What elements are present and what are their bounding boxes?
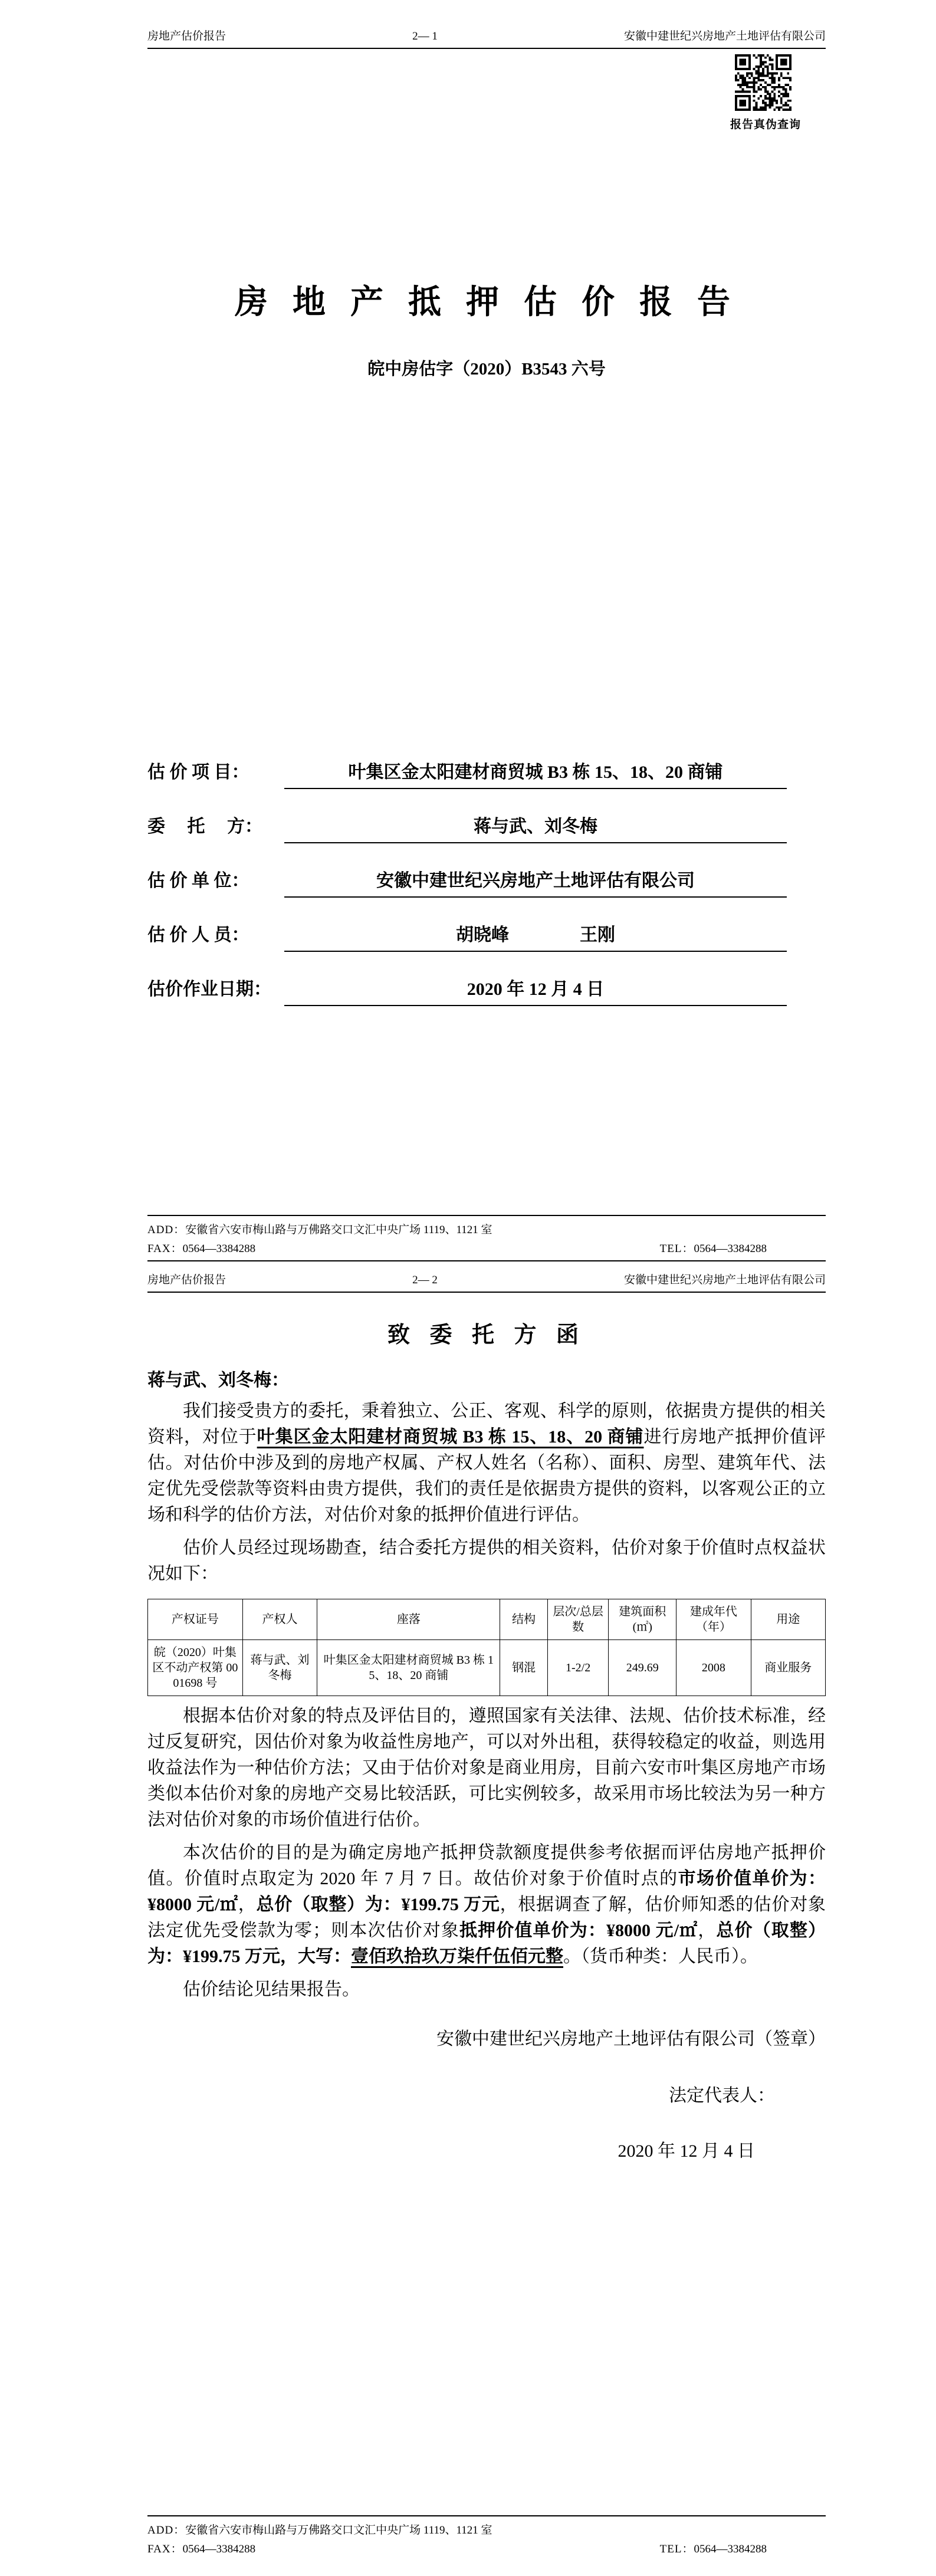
- p4-text: 本次估价的目的是为确定房地产抵押贷款额度提供参考依据而评估房地产抵押价值。价值时点取定为 2020 年 7 月 7 日。故估价对象于价值时点的: [147, 1843, 826, 1888]
- p4-text: ，根据调查了解，估价师知悉的估价对象法定优先受偿款为零；则本次估价对象: [147, 1895, 826, 1940]
- letter-paragraph-2: 估价人员经过现场勘查，结合委托方提供的相关资料，估价对象于价值时点权益状况如下：: [147, 1538, 826, 1583]
- p4-mortgage-unit-price: 抵押价值单价为：¥8000 元/㎡: [459, 1921, 698, 1940]
- cell-certificate-no: 皖（2020）叶集区不动产权第 0001698 号: [148, 1640, 243, 1696]
- footer-fax-value: 0564—3384288: [182, 1243, 256, 1255]
- page-1-cover: [0, 0, 936, 1265]
- letter-paragraph-3: 根据本估价对象的特点及评估目的，遵照国家有关法律、法规、估价技术标准，经过反复研究，因估价对象为收益性房地产，可以对外出租，获得较稳定的收益，则选用收益法作为一种估价方法；又由于估价对象是商业用房，目前六安市叶集区房地产市场类似本估价对象的房地产交易比较活跃，可比实例较多，故采用市场比较法为另一种方法对估价对象的市场价值进行估价。: [147, 1706, 826, 1829]
- cell-floor: 1-2/2: [547, 1640, 608, 1696]
- field-appraisers: [147, 920, 826, 952]
- cell-owner: 蒋与武、刘冬梅: [242, 1640, 317, 1696]
- col-header-certificate-no: 产权证号: [148, 1599, 243, 1640]
- footer-tel-value: 0564—3384288: [694, 2543, 767, 2555]
- page-header: [147, 0, 826, 49]
- p4-amount-in-words: 壹佰玖拾玖万柒仟伍佰元整: [351, 1947, 563, 1966]
- col-header-use: 用途: [751, 1599, 825, 1640]
- p4-text: ，: [698, 1921, 717, 1940]
- field-agency: [147, 866, 826, 898]
- signature-company: 安徽中建世纪兴房地产土地评估有限公司（签章）: [436, 2029, 826, 2049]
- footer-fax-label: FAX：: [147, 2543, 183, 2555]
- col-header-area: 建筑面积(㎡): [609, 1599, 676, 1640]
- footer-tel-value: 0564—3384288: [694, 1243, 767, 1255]
- col-header-owner: 产权人: [242, 1599, 317, 1640]
- col-header-structure: 结构: [500, 1599, 547, 1640]
- header-company-name: 安徽中建世纪兴房地产土地评估有限公司: [623, 30, 826, 42]
- field-value: 叶集区金太阳建材商贸城 B3 栋 15、18、20 商铺: [284, 757, 787, 789]
- footer-tel-label: TEL：: [659, 1243, 694, 1255]
- header-company-name: 安徽中建世纪兴房地产土地评估有限公司: [623, 1274, 826, 1286]
- footer-contact-line: [147, 2540, 826, 2556]
- footer-fax: [147, 2540, 255, 2556]
- letter-salutation: 蒋与武、刘冬梅：: [147, 1371, 289, 1390]
- field-label: 估价作业日期：: [147, 980, 271, 999]
- page-header: [147, 1265, 826, 1293]
- qr-code: [735, 54, 792, 111]
- field-project: [147, 757, 826, 789]
- footer-tel: [660, 1240, 767, 1256]
- document-number: 皖中房估字（2020）B3543 六号: [367, 360, 606, 379]
- cell-location: 叶集区金太阳建材商贸城 B3 栋 15、18、20 商铺: [317, 1640, 500, 1696]
- field-label: 估 价 单 位：: [147, 871, 249, 891]
- footer-fax-label: FAX：: [147, 1243, 183, 1255]
- footer-add-value: 安徽省六安市梅山路与万佛路交口文汇中央广场 1119、1121 室: [185, 2524, 492, 2536]
- footer-address-line: [147, 2521, 826, 2537]
- footer-contact-line: [147, 1240, 826, 1256]
- col-header-year-built: 建成年代（年）: [676, 1599, 751, 1640]
- footer-fax: [147, 1240, 255, 1256]
- footer-add-label: ADD：: [147, 1224, 186, 1236]
- letter-paragraph-1: [147, 1398, 826, 1528]
- letter-closing: 估价结论见结果报告。: [183, 1980, 360, 1999]
- field-value: 蒋与武、刘冬梅: [284, 811, 787, 843]
- signature-legal-representative: 法定代表人：: [669, 2086, 775, 2105]
- footer-tel-label: TEL：: [659, 2543, 694, 2555]
- signature-date: 2020 年 12 月 4 日: [618, 2141, 755, 2161]
- qr-block: [730, 54, 802, 132]
- p4-market-total-price: 总价（取整）为：¥199.75 万元: [256, 1895, 500, 1914]
- cover-fields: [147, 757, 826, 1006]
- field-label: 委 托 方：: [147, 817, 262, 836]
- p4-text: 。（货币种类：人民币）。: [563, 1947, 758, 1966]
- footer-add-value: 安徽省六安市梅山路与万佛路交口文汇中央广场 1119、1121 室: [185, 1224, 492, 1236]
- p1-text: 进行房地产抵押价值评估。对估价中涉及到的房地产权属、产权人姓名（名称）、面积、房型、建筑年代、法定优先受偿款等资料由贵方提供，我们的责任是依据贵方提供的资料，以客观公正的立场和科学的估价方法，对估价对象的抵押价值进行评估。: [147, 1427, 826, 1524]
- p1-property-name: 叶集区金太阳建材商贸城 B3 栋 15、18、20 商铺: [257, 1427, 644, 1447]
- header-page-number: 2— 1: [412, 30, 438, 42]
- header-doc-type: 房地产估价报告: [147, 30, 226, 42]
- cell-structure: 钢混: [500, 1640, 547, 1696]
- p4-mortgage-total-price: 总价（取整）为：¥199.75 万元，大写：: [147, 1921, 826, 1966]
- p1-text: 我们接受贵方的委托，秉着独立、公正、客观、科学的原则，依据贵方提供的相关资料，对位于: [147, 1401, 826, 1447]
- footer-address-line: [147, 1221, 826, 1237]
- header-doc-type: 房地产估价报告: [147, 1274, 226, 1286]
- field-value: 2020 年 12 月 4 日: [284, 974, 787, 1006]
- letter-paragraph-4: [147, 1840, 826, 1970]
- cell-year-built: 2008: [676, 1640, 751, 1696]
- field-date: [147, 974, 826, 1006]
- page-footer: [147, 2515, 826, 2556]
- table-header-row: [148, 1599, 826, 1640]
- col-header-floor: 层次/总层数: [547, 1599, 608, 1640]
- letter-title: 致 委 托 方 函: [387, 1323, 586, 1348]
- report-title: 房 地 产 抵 押 估 价 报 告: [235, 284, 738, 321]
- p4-text: ，: [238, 1895, 257, 1914]
- field-label: 估 价 人 员：: [147, 925, 249, 945]
- footer-fax-value: 0564—3384288: [182, 2543, 256, 2555]
- property-rights-table: [147, 1599, 826, 1696]
- footer-add-label: ADD：: [147, 2524, 186, 2536]
- col-header-location: 座落: [317, 1599, 500, 1640]
- page-footer: [147, 1215, 826, 1261]
- p4-market-unit-price: 市场价值单价为：¥8000 元/㎡: [147, 1869, 826, 1914]
- field-label: 估 价 项 目：: [147, 763, 249, 782]
- field-value: 安徽中建世纪兴房地产土地评估有限公司: [284, 866, 787, 898]
- header-page-number: 2— 2: [412, 1274, 438, 1286]
- footer-tel: [660, 2540, 767, 2556]
- cell-area: 249.69: [609, 1640, 676, 1696]
- cell-use: 商业服务: [751, 1640, 825, 1696]
- field-client: [147, 811, 826, 843]
- field-value: 胡晓峰 王刚: [284, 920, 787, 952]
- page-2-letter: [0, 1265, 936, 2576]
- qr-caption: 报告真伪查询: [730, 119, 802, 131]
- table-row: [148, 1640, 826, 1696]
